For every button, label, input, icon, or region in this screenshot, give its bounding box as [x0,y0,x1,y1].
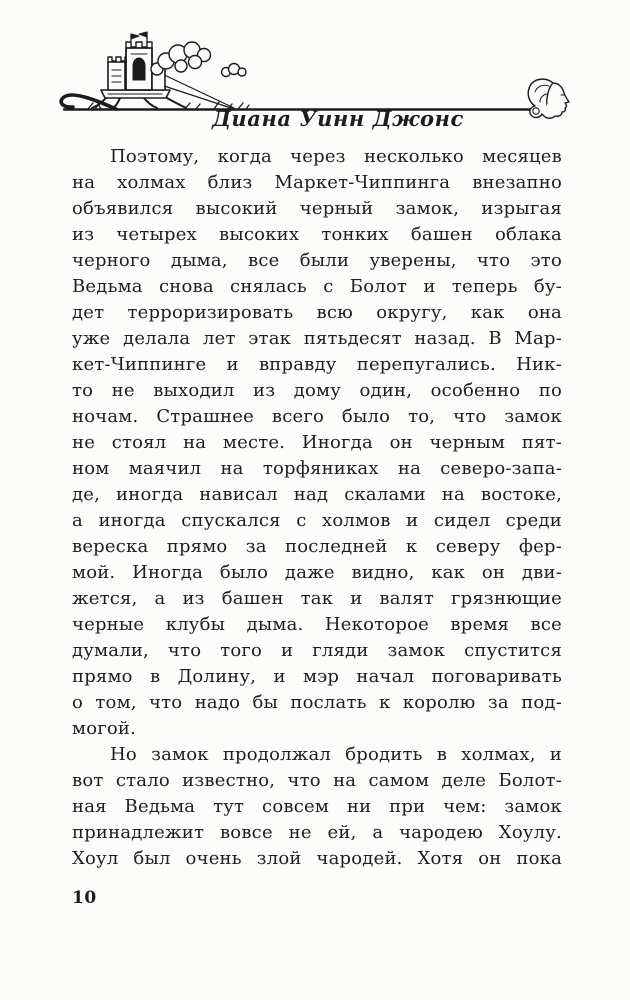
text-line: вот стало известно, что на самом деле Болот- [72,770,562,791]
text-line: черного дыма, все были уверены, что это [72,250,562,271]
text-line: объявился высокий черный замок, изрыгая [72,198,562,219]
paragraph-1 [72,144,562,742]
text-line: думали, что того и гляди замок спустится [72,640,562,661]
text-line: Ведьма снова снялась с Болот и теперь бу- [72,276,562,297]
text-line: черные клубы дыма. Некоторое время все [72,614,562,635]
body-text-block [72,144,562,872]
running-head-author: Диана Уинн Джонс [212,106,464,131]
text-line: Но замок продолжал бродить в холмах, и [110,744,562,765]
moving-castle-icon [61,32,529,110]
text-line: дет терроризировать всю округу, как она [72,302,562,323]
text-line: на холмах близ Маркет-Чиппинга внезапно [72,172,562,193]
text-line: кет-Чиппинге и вправду перепугались. Ник- [72,354,562,375]
text-line: из четырех высоких тонких башен облака [72,224,562,245]
text-line: принадлежит вовсе не ей, а чародею Хоулу. [72,822,562,843]
text-line: вереска прямо за последней к северу фер- [72,536,562,557]
running-head [0,28,630,146]
text-line: не стоял на месте. Иногда он черным пят- [72,432,562,453]
text-line: ном маячил на торфяниках на северо-запа- [72,458,562,479]
text-line: де, иногда нависал над скалами на востоке, [72,484,562,505]
text-line: прямо в Долину, и мэр начал поговаривать [72,666,562,687]
text-line: ная Ведьма тут совсем ни при чем: замок [72,796,562,817]
text-line: а иногда спускался с холмов и сидел среди [72,510,562,531]
text-line: ночам. Страшнее всего было то, что замок [72,406,562,427]
text-line: могой. [72,718,137,739]
paragraph-2 [72,742,562,872]
text-line: о том, что надо бы послать к королю за под- [72,692,562,713]
text-line: уже делала лет этак пятьдесят назад. В Мар- [72,328,562,349]
text-line: Хоул был очень злой чародей. Хотя он пока [72,848,562,869]
text-line: жется, а из башен так и валят грязнющие [72,588,562,609]
text-line: Поэтому, когда через несколько месяцев [110,146,562,167]
text-line: то не выходил из дому один, особенно по [72,380,562,401]
text-line: мой. Иногда было даже видно, как он дви- [72,562,562,583]
page-number: 10 [72,888,97,908]
